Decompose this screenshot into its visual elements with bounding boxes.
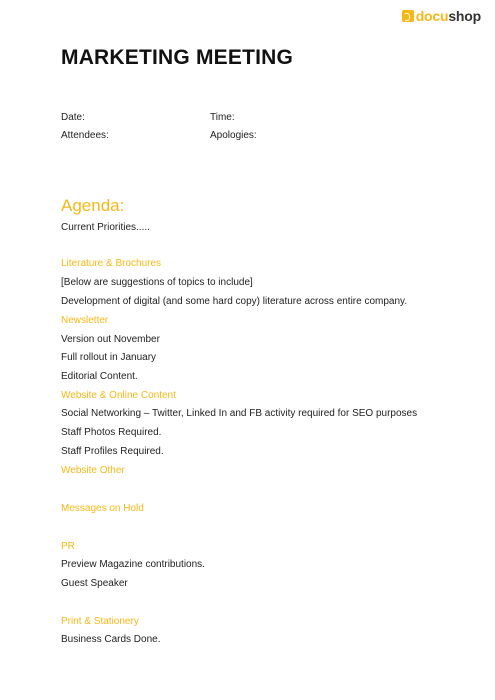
attendees-label: Attendees:: [61, 130, 109, 141]
agenda-line: Social Networking – Twitter, Linked In and FB activity required for SEO purposes: [61, 408, 418, 419]
agenda-line: Messages on Hold: [61, 503, 144, 514]
agenda-line: Version out November: [61, 334, 160, 345]
time-label: Time:: [210, 112, 235, 123]
agenda-line: Guest Speaker: [61, 578, 128, 589]
agenda-line: Full rollout in January: [61, 352, 157, 363]
agenda-line: Newsletter: [61, 315, 109, 326]
docushop-logo: [402, 8, 481, 24]
date-label: Date:: [61, 112, 85, 123]
docushop-logo-icon: [402, 10, 414, 22]
agenda-line: Website Other: [61, 465, 125, 476]
agenda-line: Staff Photos Required.: [61, 427, 162, 438]
agenda-line: Literature & Brochures: [61, 258, 162, 269]
logo-wordmark-part1: docu: [415, 8, 449, 24]
page-title: MARKETING MEETING: [61, 46, 294, 69]
agenda-line: Development of digital (and some hard copy) literature across entire company.: [61, 296, 408, 307]
agenda-line: Print & Stationery: [61, 616, 139, 627]
agenda-line: Editorial Content.: [61, 371, 138, 382]
agenda-line: PR: [61, 541, 75, 552]
apologies-label: Apologies:: [210, 130, 257, 141]
logo-wordmark-part2: shop: [448, 8, 481, 24]
agenda-line: Website & Online Content: [61, 390, 176, 401]
agenda-line: Business Cards Done.: [61, 634, 161, 645]
agenda-line: Current Priorities.....: [61, 222, 150, 233]
logo-wordmark: [416, 8, 481, 24]
agenda-line: Staff Profiles Required.: [61, 446, 164, 457]
agenda-line: Preview Magazine contributions.: [61, 559, 205, 570]
agenda-line: [Below are suggestions of topics to include]: [61, 277, 253, 288]
agenda-heading: Agenda:: [61, 196, 125, 215]
